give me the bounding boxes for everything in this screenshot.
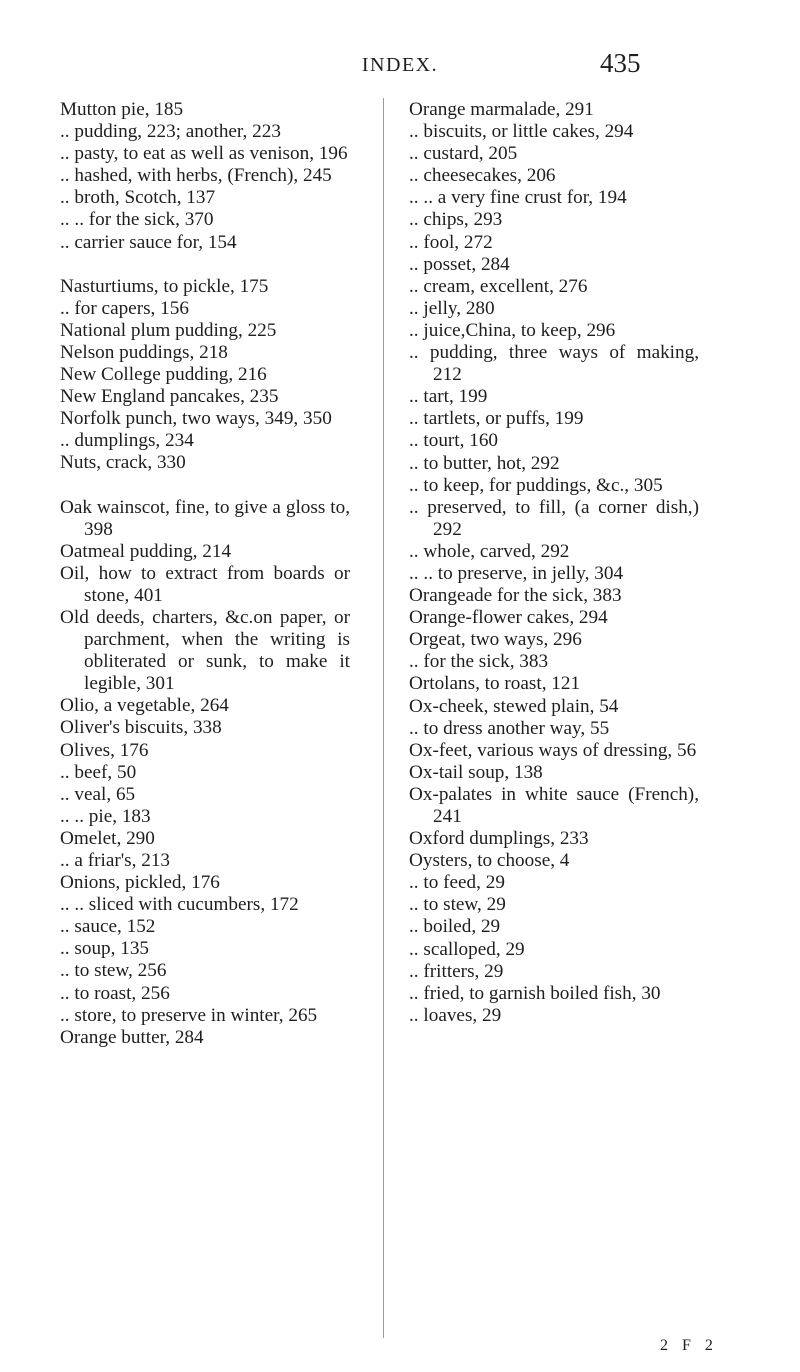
index-entry: .. whole, carved, 292 <box>409 540 570 562</box>
index-entry: Omelet, 290 <box>60 827 155 849</box>
index-entry: .. to butter, hot, 292 <box>409 452 560 474</box>
index-entry: Orange marmalade, 291 <box>409 99 594 120</box>
index-entry: .. custard, 205 <box>409 143 518 165</box>
index-entry: .. loaves, 29 <box>409 1004 502 1026</box>
index-entry: .. juice,China, to keep, 296 <box>409 319 616 341</box>
index-entry: .. fritters, 29 <box>409 960 504 982</box>
index-entry: .. a friar's, 213 <box>60 850 171 871</box>
index-entry: .. fried, to garnish boiled fish, 30 <box>409 982 661 1004</box>
index-entry: Olio, a vegetable, 264 <box>60 695 229 717</box>
index-entry: .. carrier sauce for, 154 <box>60 231 237 253</box>
index-entry: Oysters, to choose, 4 <box>409 850 570 872</box>
index-entry: .. to stew, 29 <box>409 894 506 916</box>
index-column-left <box>60 99 350 1049</box>
index-entry: .. sauce, 152 <box>60 916 156 938</box>
index-entry: .. cheesecakes, 206 <box>409 165 556 187</box>
column-divider <box>383 98 384 1338</box>
index-entry: .. jelly, 280 <box>409 297 495 319</box>
index-entry: Ox-tail soup, 138 <box>409 761 543 783</box>
index-entry: .. cream, excellent, 276 <box>409 275 588 297</box>
index-entry: New England pancakes, 235 <box>60 386 279 408</box>
index-column-right <box>409 99 699 1027</box>
index-entry: .. .. a very fine crust for, 194 <box>409 187 627 209</box>
running-title: INDEX. <box>361 54 439 76</box>
index-entry: Nelson puddings, 218 <box>60 341 228 363</box>
index-entry: .. soup, 135 <box>60 938 150 960</box>
index-entry: National plum pudding, 225 <box>60 319 277 341</box>
index-entry: .. .. sliced with cucumbers, 172 <box>60 894 299 916</box>
index-entry: .. store, to preserve in winter, 265 <box>60 1004 318 1026</box>
index-entry: Ox-cheek, stewed plain, 54 <box>409 695 619 717</box>
index-entry: .. to dress another way, 55 <box>409 717 610 739</box>
index-entry: Orange-flower cakes, 294 <box>409 607 608 629</box>
index-entry: Nuts, crack, 330 <box>60 452 186 474</box>
index-entry: .. .. pie, 183 <box>60 805 151 827</box>
index-entry: .. tart, 199 <box>409 386 488 408</box>
index-entry: Orgeat, two ways, 296 <box>409 629 582 651</box>
index-entry: Olives, 176 <box>60 739 149 761</box>
index-entry: New College pudding, 216 <box>60 364 267 386</box>
index-entry: Ox-feet, various ways of dressing, 56 <box>409 739 697 761</box>
index-entry: .. to feed, 29 <box>409 872 505 894</box>
index-entry: Nasturtiums, to pickle, 175 <box>60 275 269 297</box>
index-entry: .. hashed, with herbs, (French), 245 <box>60 165 332 187</box>
index-entry: Oliver's biscuits, 338 <box>60 717 222 739</box>
index-entry: .. biscuits, or little cakes, 294 <box>409 121 634 143</box>
index-entry: .. to keep, for puddings, &c., 305 <box>409 474 663 496</box>
index-entry: Oak wainscot, fine, to give a gloss to, 398 <box>60 496 350 540</box>
index-entry: .. posset, 284 <box>409 253 510 275</box>
index-entry: Old deeds, charters, &c.on paper, or parchment, when the writing is obliterated or sunk, to make it legible, 301 <box>60 606 350 695</box>
index-entry: .. fool, 272 <box>409 231 493 253</box>
index-entry: .. broth, Scotch, 137 <box>60 187 216 209</box>
index-entry: Onions, pickled, 176 <box>60 872 220 894</box>
index-entry: .. pudding, 223; another, 223 <box>60 121 281 143</box>
index-entry: .. boiled, 29 <box>409 916 501 938</box>
index-entry: .. beef, 50 <box>60 761 137 783</box>
index-entry: .. .. for the sick, 370 <box>60 209 214 231</box>
index-entry: Mutton pie, 185 <box>60 99 184 120</box>
index-entry: Norfolk punch, two ways, 349, 350 <box>60 408 332 430</box>
index-entry: Ox-palates in white sauce (French), 241 <box>409 783 699 827</box>
index-entry: .. tartlets, or puffs, 199 <box>409 408 584 430</box>
index-entry: .. chips, 293 <box>409 209 503 231</box>
printer-signature: 2 F 2 <box>660 1337 718 1354</box>
index-entry: .. to roast, 256 <box>60 982 170 1004</box>
index-entry: .. veal, 65 <box>60 783 136 805</box>
index-entry: Ortolans, to roast, 121 <box>409 673 581 695</box>
index-entry: .. scalloped, 29 <box>409 938 525 960</box>
index-entry: Oatmeal pudding, 214 <box>60 540 232 562</box>
index-entry: .. to stew, 256 <box>60 960 167 982</box>
index-entry: Orange butter, 284 <box>60 1026 204 1048</box>
index-entry: .. preserved, to fill, (a corner dish,) 292 <box>409 496 699 540</box>
index-entry: Orangeade for the sick, 383 <box>409 585 622 607</box>
index-entry: .. pudding, three ways of making, 212 <box>409 342 699 386</box>
index-entry: Oil, how to extract from boards or stone, 401 <box>60 562 350 606</box>
index-entry: .. .. to preserve, in jelly, 304 <box>409 562 624 584</box>
index-entry: Oxford dumplings, 233 <box>409 828 589 850</box>
index-entry: .. tourt, 160 <box>409 430 499 452</box>
index-entry: .. for the sick, 383 <box>409 651 549 673</box>
index-entry: .. for capers, 156 <box>60 297 189 319</box>
index-entry: .. dumplings, 234 <box>60 430 194 452</box>
page-number: 435 <box>600 48 641 78</box>
index-entry: .. pasty, to eat as well as venison, 196 <box>60 143 348 165</box>
